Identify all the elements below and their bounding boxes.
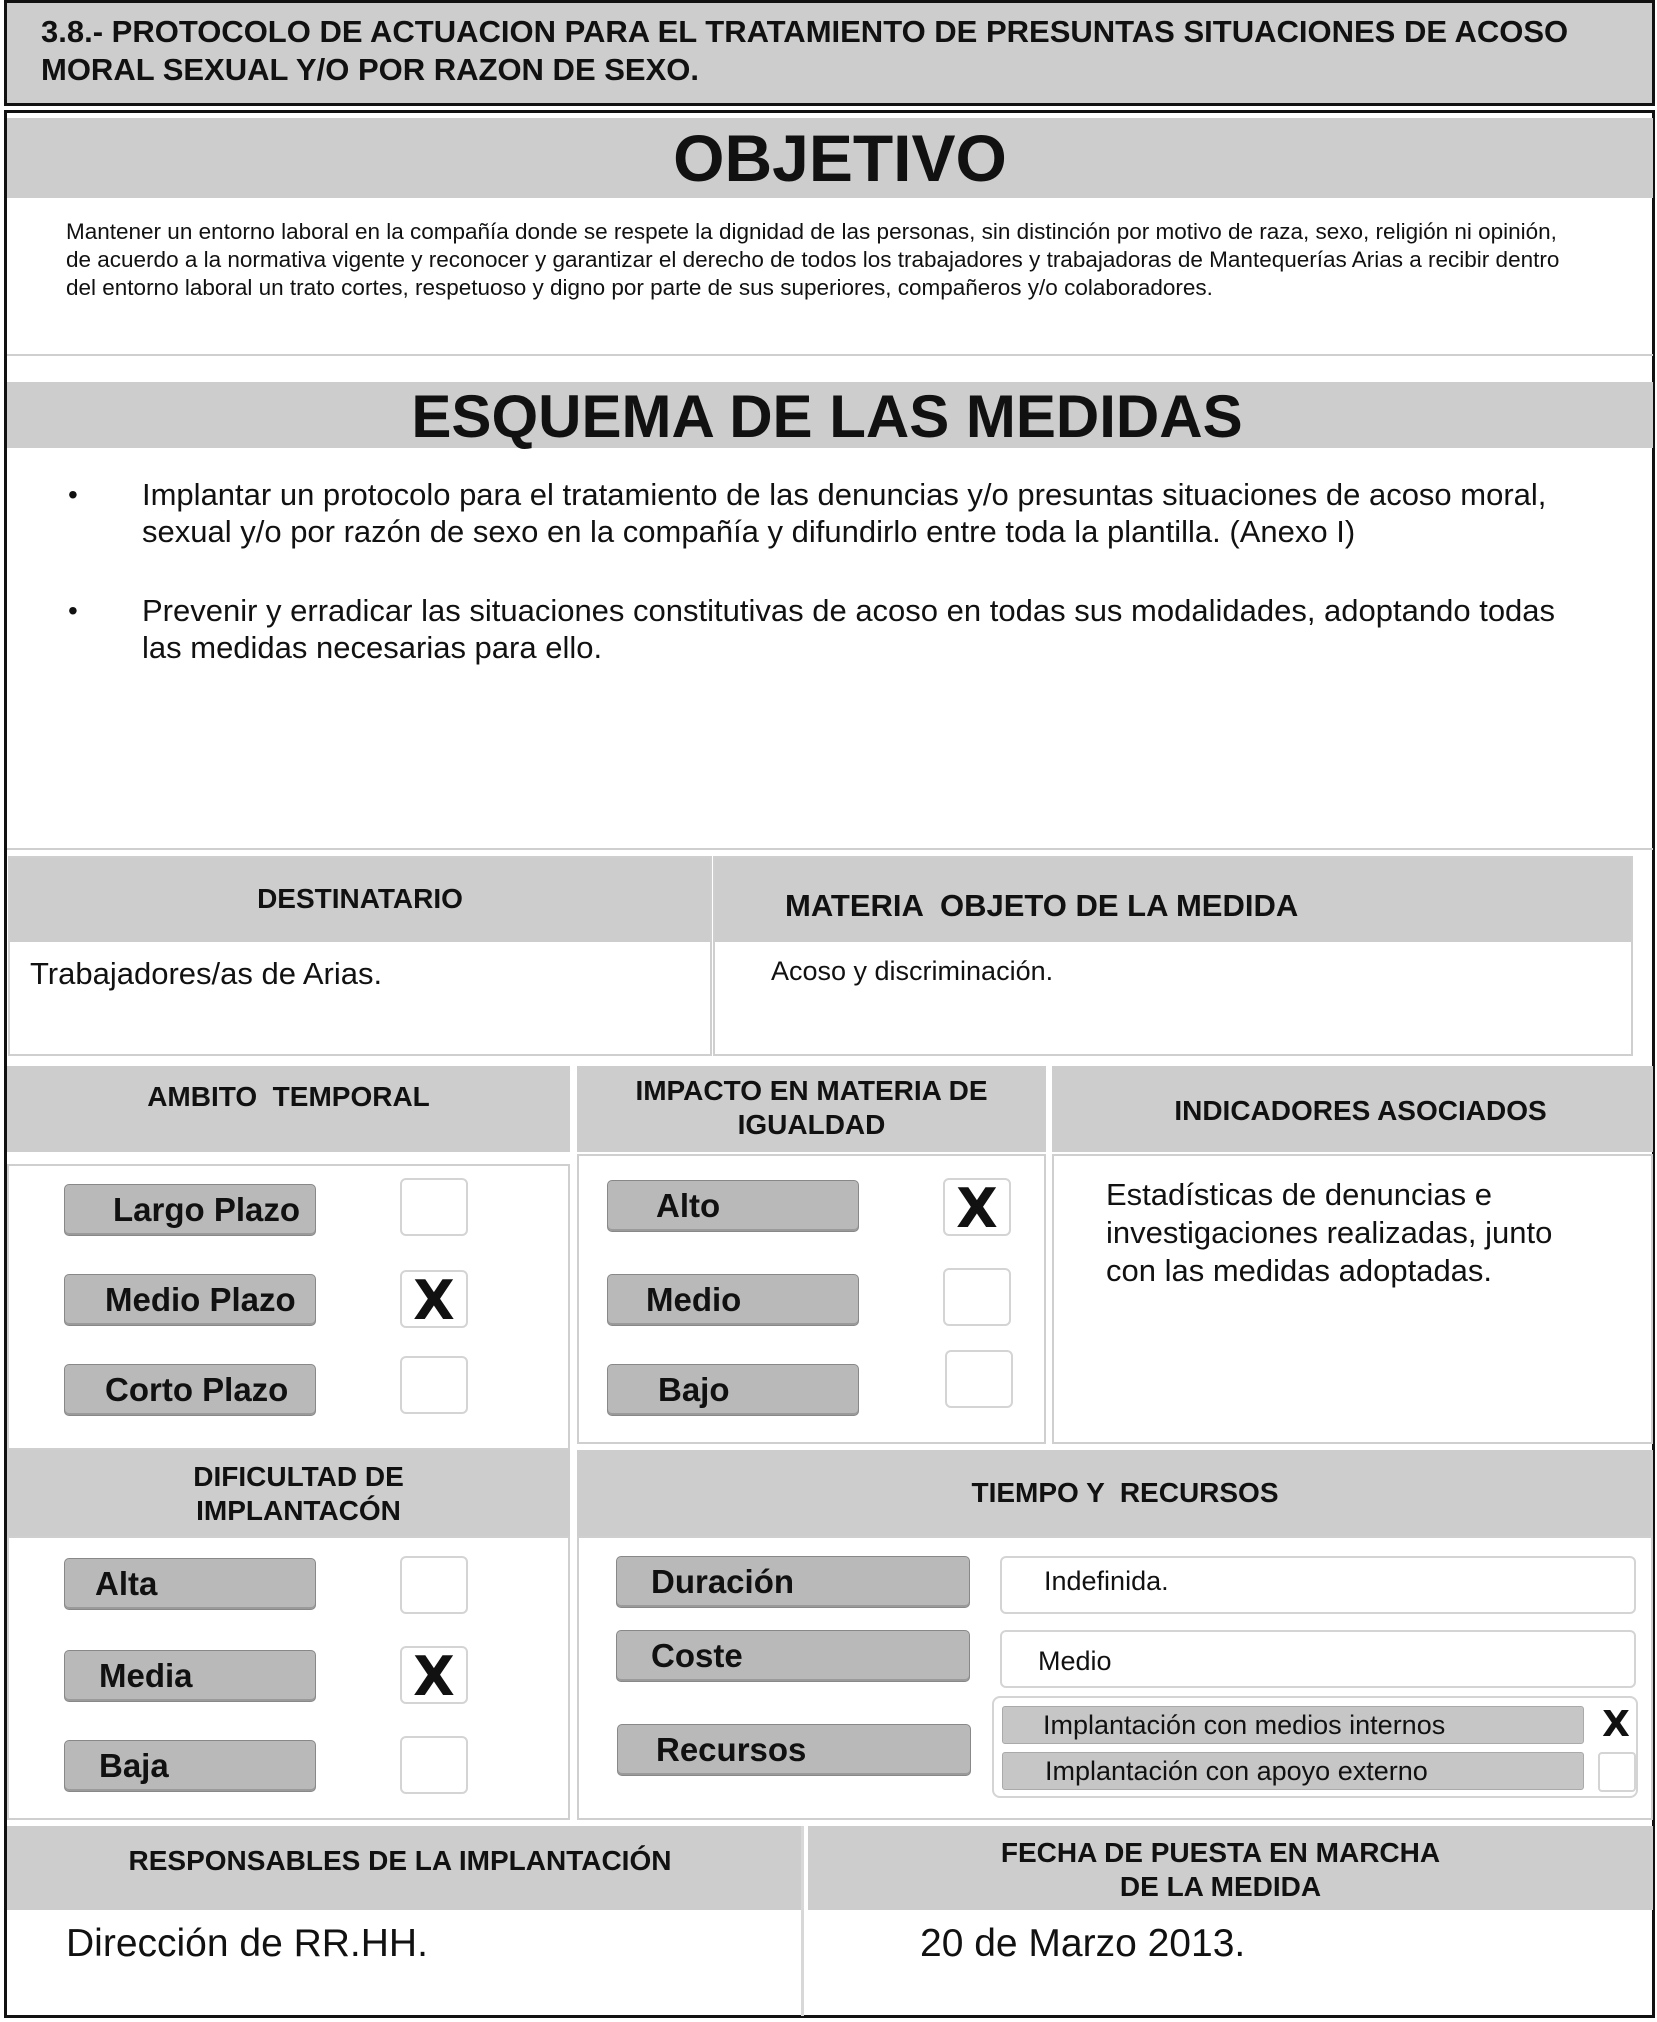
checkbox-corto-plazo[interactable] — [400, 1356, 468, 1414]
bullet-icon: • — [68, 595, 78, 626]
option-impacto-medio[interactable]: Medio — [607, 1274, 859, 1326]
option-dificultad-alta[interactable]: Alta — [64, 1558, 316, 1610]
option-medio-plazo[interactable]: Medio Plazo — [64, 1274, 316, 1326]
bullet-text: Prevenir y erradicar las situaciones constitutivas de acoso en todas sus modalidades, adoptando todas las medidas necesarias para ello. — [142, 593, 1556, 665]
checkbox-largo-plazo[interactable] — [400, 1178, 468, 1236]
esquema-heading: ESQUEMA DE LAS MEDIDAS — [411, 383, 1243, 450]
option-dificultad-media[interactable]: Media — [64, 1650, 316, 1702]
indicadores-text: Estadísticas de denuncias e investigaciones realizadas, junto con las medidas adoptadas. — [1106, 1177, 1553, 1288]
coste-field[interactable] — [1000, 1630, 1636, 1688]
responsables-label: RESPONSABLES DE LA IMPLANTACIÓN — [128, 1845, 672, 1876]
recursos-option-label: Implantación con medios internos — [1043, 1710, 1446, 1740]
checkbox-dificultad-baja[interactable] — [400, 1736, 468, 1794]
dificultad-label: DIFICULTAD DE IMPLANTACÓN — [193, 1461, 404, 1526]
option-corto-plazo[interactable]: Corto Plazo — [64, 1364, 316, 1416]
fecha-value: 20 de Marzo 2013. — [920, 1922, 1246, 1965]
destinatario-value: Trabajadores/as de Arias. — [30, 956, 383, 991]
indicadores-label: INDICADORES ASOCIADOS — [1174, 1095, 1547, 1126]
checkbox-recursos-externo[interactable] — [1598, 1752, 1636, 1792]
ambito-header — [7, 1066, 570, 1152]
duracion-label: Duración — [616, 1556, 970, 1608]
checkbox-dificultad-alta[interactable] — [400, 1556, 468, 1614]
coste-label: Coste — [616, 1630, 970, 1682]
option-impacto-alto[interactable]: Alto — [607, 1180, 859, 1232]
materia-value: Acoso y discriminación. — [771, 956, 1054, 986]
recursos-option-externo[interactable] — [1002, 1752, 1584, 1790]
objetivo-header — [7, 118, 1653, 198]
tiempo-header — [577, 1450, 1653, 1536]
bullet-icon: • — [68, 479, 78, 510]
destinatario-header — [10, 858, 710, 942]
indicadores-header — [1052, 1066, 1653, 1152]
objetivo-text: Mantener un entorno laboral en la compañía donde se respete la dignidad de las personas, sin distinción por motivo de raza, sexo, religión ni opinión, de acuerdo a la normativa vigente y reconocer y garantizar el derecho de todos los trabajadores y trabajadoras de Mantequerías Arias a recibir dentro del entorno laboral un trato cortes, respetuoso y digno por parte de sus superiores, compañeros y/o colaboradores. — [66, 219, 1560, 300]
duracion-value: Indefinida. — [1044, 1566, 1169, 1596]
document-header — [4, 0, 1655, 106]
divider — [7, 848, 1653, 850]
checkbox-impacto-alto[interactable]: X — [943, 1178, 1011, 1236]
esquema-list — [60, 476, 1580, 666]
esquema-header — [7, 382, 1653, 448]
checkbox-impacto-medio[interactable] — [943, 1268, 1011, 1326]
option-dificultad-baja[interactable]: Baja — [64, 1740, 316, 1792]
duracion-field[interactable] — [1000, 1556, 1636, 1614]
checkbox-impacto-bajo[interactable] — [945, 1350, 1013, 1408]
list-item — [60, 592, 1580, 666]
divider — [7, 354, 1653, 356]
impacto-header — [577, 1066, 1046, 1152]
dificultad-header — [7, 1450, 570, 1536]
destinatario-label: DESTINATARIO — [257, 883, 463, 914]
recursos-option-internos[interactable] — [1002, 1706, 1584, 1744]
tiempo-label: TIEMPO Y RECURSOS — [971, 1477, 1279, 1508]
document-title: 3.8.- PROTOCOLO DE ACTUACION PARA EL TRATAMIENTO DE PRESUNTAS SITUACIONES DE ACOSO MORAL SEXUAL Y/O POR RAZON DE SEXO. — [41, 14, 1569, 87]
checkbox-medio-plazo[interactable]: X — [400, 1270, 468, 1328]
responsables-value: Dirección de RR.HH. — [66, 1922, 428, 1965]
option-largo-plazo[interactable]: Largo Plazo — [64, 1184, 316, 1236]
checkbox-recursos-internos[interactable]: X — [1596, 1706, 1636, 1744]
column-divider — [801, 1826, 804, 2016]
materia-header — [715, 858, 1631, 942]
responsables-header — [7, 1826, 801, 1910]
objetivo-heading: OBJETIVO — [673, 121, 1007, 195]
fecha-header — [808, 1826, 1653, 1910]
bullet-text: Implantar un protocolo para el tratamiento de las denuncias y/o presuntas situaciones de acoso moral, sexual y/o por razón de sexo en la compañía y difundirlo entre toda la plantilla. (Anexo I) — [142, 477, 1547, 549]
recursos-label: Recursos — [617, 1724, 971, 1776]
ambito-label: AMBITO TEMPORAL — [147, 1081, 430, 1112]
fecha-label: FECHA DE PUESTA EN MARCHA DE LA MEDIDA — [1000, 1837, 1441, 1902]
recursos-option-label: Implantación con apoyo externo — [1045, 1756, 1428, 1786]
option-impacto-bajo[interactable]: Bajo — [607, 1364, 859, 1416]
materia-label: MATERIA OBJETO DE LA MEDIDA — [785, 888, 1299, 923]
coste-value: Medio — [1038, 1646, 1112, 1676]
list-item — [60, 476, 1580, 550]
impacto-label: IMPACTO EN MATERIA DE IGUALDAD — [635, 1075, 988, 1140]
checkbox-dificultad-media[interactable]: X — [400, 1646, 468, 1704]
